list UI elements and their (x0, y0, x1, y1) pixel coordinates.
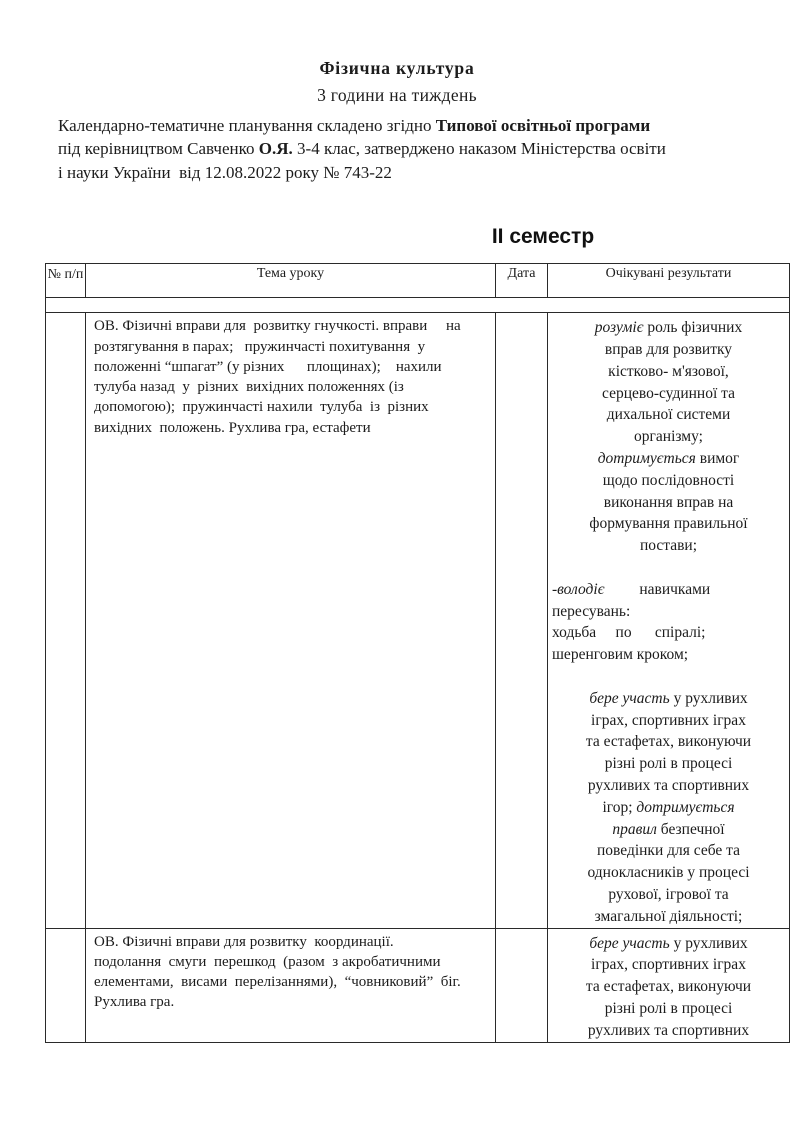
text-run: рухливих та спортивних (587, 1021, 750, 1039)
num-cell (46, 928, 86, 1042)
text-run: пересувань: (552, 602, 631, 620)
text-line (552, 1020, 785, 1042)
text-line (94, 316, 490, 336)
text-run: іграх, спортивних іграх (591, 956, 746, 974)
document-title: Фізична культура (319, 58, 475, 78)
text-line (552, 492, 785, 514)
text-line (552, 797, 785, 819)
text-line (552, 317, 785, 339)
topic-cell (86, 313, 496, 928)
text-run: подолання смуги перешкод (разом з акробатичними (94, 953, 441, 970)
text-line (94, 952, 490, 972)
column-header-date: Дата (496, 264, 548, 298)
text-run: однокласників у процесі (587, 864, 750, 882)
text-run: під керівництвом Савченко (58, 139, 259, 159)
intro-paragraph (58, 114, 744, 184)
text-line (552, 579, 785, 601)
text-run: у рухливих (669, 689, 748, 707)
schedule-table (45, 263, 790, 1042)
text-line (552, 998, 785, 1020)
text-line (552, 644, 785, 666)
text-line (94, 992, 490, 1012)
text-run: вправ для розвитку (604, 341, 733, 359)
text-line (552, 775, 785, 797)
text-run: виконання вправ на (603, 493, 734, 511)
text-run: -володіє (552, 580, 605, 598)
column-header-results: Очікувані результати (548, 264, 790, 298)
text-run: у рухливих (669, 934, 748, 952)
text-run: та естафетах, виконуючи (585, 978, 752, 996)
text-line (552, 710, 785, 732)
spacer-cell (46, 298, 790, 313)
text-line (552, 819, 785, 841)
topic-cell (86, 928, 496, 1042)
text-line (552, 557, 785, 579)
text-line (552, 470, 785, 492)
text-line (552, 535, 785, 557)
text-run: ОВ. Фізичні вправи для розвитку гнучкості. вправи на (94, 318, 461, 335)
text-run: ОВ. Фізичні вправи для розвитку координації. (94, 933, 394, 950)
text-line (552, 361, 785, 383)
text-line (94, 357, 490, 377)
text-run: ходьба по спіралі; (552, 624, 706, 642)
table-row (46, 928, 790, 1042)
text-line (552, 753, 785, 775)
text-line (94, 932, 490, 952)
spacer-row (46, 298, 790, 313)
text-run: розтягування в парах; пружинчасті похитування у (94, 338, 426, 355)
text-run: безпечної (656, 820, 725, 838)
results-cell (548, 313, 790, 928)
text-line (552, 448, 785, 470)
text-run: формування правильної (589, 515, 748, 533)
text-line (552, 404, 785, 426)
text-run: кістково- м'язової, (608, 362, 729, 380)
text-run: різні ролі в процесі (604, 999, 733, 1017)
table-header-row (46, 264, 790, 298)
text-run: положенні “шпагат” (у різних площинах); нахили (94, 358, 442, 375)
text-line (552, 622, 785, 644)
text-run: елементами, висами перелізаннями), “човниковий” біг. (94, 974, 461, 991)
text-line (58, 114, 744, 137)
text-line (552, 933, 785, 955)
date-cell (496, 313, 548, 928)
text-line (94, 972, 490, 992)
text-line (552, 976, 785, 998)
text-run: постави; (639, 537, 698, 555)
text-run: 3-4 клас, затверджено наказом Міністерства освіти (292, 139, 666, 159)
text-run: О.Я. (258, 139, 293, 159)
text-run: та естафетах, виконуючи (585, 733, 752, 751)
text-run: ігор; (602, 798, 637, 816)
results-cell (548, 928, 790, 1042)
text-run: Календарно-тематичне планування складено згідно (58, 116, 436, 135)
date-cell (496, 928, 548, 1042)
text-run: розуміє (594, 319, 644, 337)
text-run: правил (612, 820, 657, 838)
text-run: навичками (604, 580, 711, 598)
text-run: щодо послідовності (602, 471, 735, 489)
text-line (552, 954, 785, 976)
document-subtitle: 3 години на тиждень (317, 85, 477, 105)
num-cell (46, 313, 86, 928)
text-run: бере участь (589, 934, 670, 952)
text-run: допомогою); пружинчасті нахили тулуба із різних (94, 399, 429, 416)
text-run: вимог (695, 450, 740, 467)
text-line (94, 337, 490, 357)
text-line (552, 601, 785, 623)
text-run: Рухлива гра. (94, 994, 175, 1011)
text-run: різні ролі в процесі (604, 755, 733, 773)
text-run: шеренговим кроком; (552, 646, 689, 664)
table-row (46, 313, 790, 928)
text-line (552, 884, 785, 906)
text-line (552, 731, 785, 753)
text-run: тулуба назад у різних вихідних положеннях (із (94, 379, 404, 396)
text-line (94, 377, 490, 397)
text-run: дотримується (636, 798, 735, 816)
column-header-num: № п/п (46, 264, 86, 298)
text-run: поведінки для себе та (597, 842, 740, 860)
text-line (552, 666, 785, 688)
text-run: серцево-судинної та (602, 384, 735, 402)
text-line (58, 161, 744, 184)
text-run: Типової освітньої програми (435, 116, 651, 135)
text-line (552, 840, 785, 862)
column-header-topic: Тема уроку (86, 264, 496, 298)
text-line (94, 397, 490, 417)
text-run: і науки України від 12.08.2022 року № 743-22 (58, 162, 392, 182)
text-run: рухової, ігрової та (608, 885, 729, 903)
text-run: дихальної системи (606, 406, 731, 424)
text-line (552, 688, 785, 710)
text-line (552, 383, 785, 405)
text-run: іграх, спортивних іграх (591, 711, 746, 729)
text-run: рухливих та спортивних (587, 776, 750, 794)
text-line (552, 906, 785, 928)
text-line (552, 862, 785, 884)
text-run: бере участь (589, 689, 670, 707)
text-line (58, 137, 744, 160)
text-run: роль фізичних (643, 319, 743, 337)
text-run: змагальної діяльності; (594, 907, 743, 925)
text-line (552, 513, 785, 535)
text-run: організму; (634, 428, 703, 446)
text-line (552, 339, 785, 361)
text-line (94, 418, 490, 438)
text-run: вихідних положень. Рухлива гра, естафети (94, 419, 371, 436)
text-line (552, 426, 785, 448)
text-run: дотримується (597, 450, 696, 467)
semester-heading: ІІ семестр (491, 225, 595, 249)
